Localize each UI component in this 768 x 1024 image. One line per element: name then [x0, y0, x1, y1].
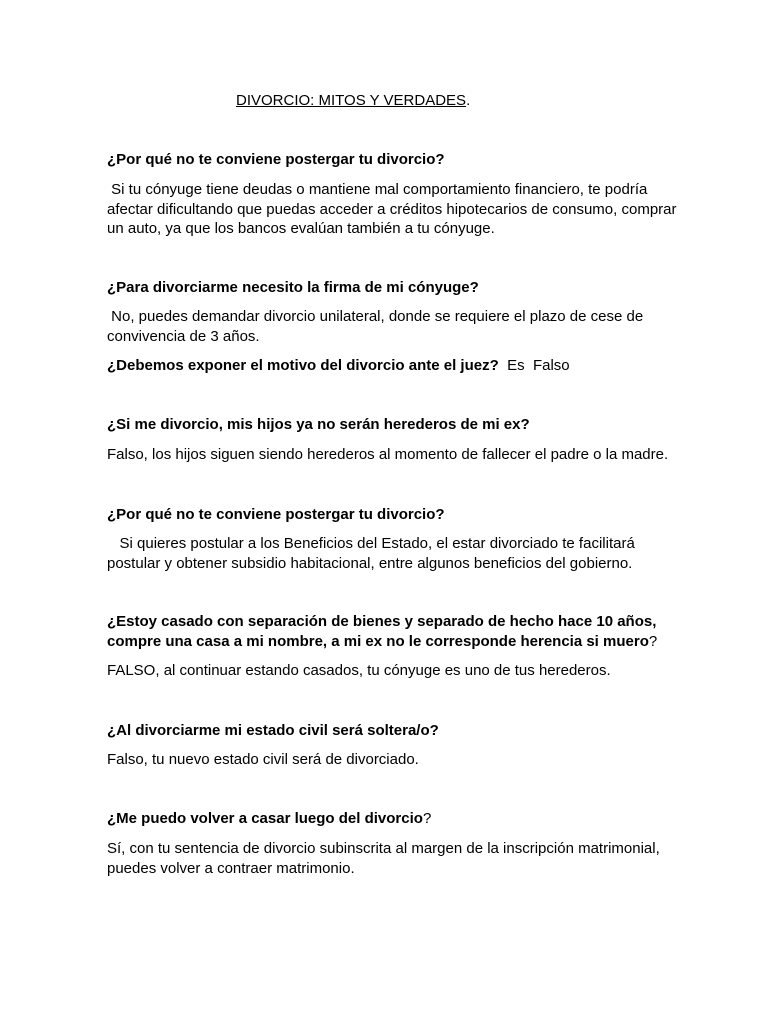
title-period: .: [466, 92, 471, 109]
question-6-line-2: [107, 632, 707, 652]
question-5: ¿Por qué no te conviene postergar tu divorcio?: [107, 506, 445, 523]
answer-7-line-1: Falso, tu nuevo estado civil será de divorciado.: [107, 751, 419, 768]
answer-3-inline: Es Falso: [498, 357, 570, 374]
question-6-suffix: ?: [648, 632, 658, 650]
answer-4-line-1: Falso, los hijos siguen siendo herederos al momento de fallecer el padre o la madre.: [107, 446, 669, 463]
question-3: [107, 356, 707, 376]
question-2: ¿Para divorciarme necesito la firma de mi cónyuge?: [107, 279, 479, 296]
answer-5-line-1: Si quieres postular a los Beneficios del Estado, el estar divorciado te facilitará: [107, 535, 635, 552]
answer-5-line-2: postular y obtener subsidio habitacional, entre algunos beneficios del gobierno.: [107, 554, 633, 572]
title-text: DIVORCIO: MITOS Y VERDADES: [236, 92, 467, 109]
answer-1-line-2: afectar dificultando que puedas acceder a créditos hipotecarios de consumo, comprar: [107, 200, 677, 218]
answer-2-line-2: convivencia de 3 años.: [107, 327, 260, 345]
answer-8-line-1: Sí, con tu sentencia de divorcio subinscrita al margen de la inscripción matrimonial,: [107, 840, 660, 857]
answer-8-line-2: puedes volver a contraer matrimonio.: [107, 859, 355, 877]
question-6-line-1: ¿Estoy casado con separación de bienes y separado de hecho hace 10 años,: [107, 613, 657, 630]
question-1: ¿Por qué no te conviene postergar tu divorcio?: [107, 151, 445, 168]
question-6-line-2-text: compre una casa a mi nombre, a mi ex no le corresponde herencia si muero: [107, 632, 649, 650]
answer-6-line-1: FALSO, al continuar estando casados, tu cónyuge es uno de tus herederos.: [107, 662, 611, 679]
question-8-text: ¿Me puedo volver a casar luego del divorcio: [107, 810, 423, 827]
question-8-suffix: ?: [422, 810, 432, 827]
question-3-text: ¿Debemos exponer el motivo del divorcio ante el juez?: [107, 357, 499, 374]
question-7: ¿Al divorciarme mi estado civil será soltera/o?: [107, 722, 439, 739]
question-4: ¿Si me divorcio, mis hijos ya no serán herederos de mi ex?: [107, 416, 530, 433]
question-8: [107, 809, 707, 829]
document-title: [236, 91, 470, 111]
answer-2-line-1: No, puedes demandar divorcio unilateral, donde se requiere el plazo de cese de: [107, 308, 644, 325]
answer-1-line-3: un auto, ya que los bancos evalúan también a tu cónyuge.: [107, 220, 495, 237]
answer-1-line-1: Si tu cónyuge tiene deudas o mantiene mal comportamiento financiero, te podría: [107, 181, 648, 198]
